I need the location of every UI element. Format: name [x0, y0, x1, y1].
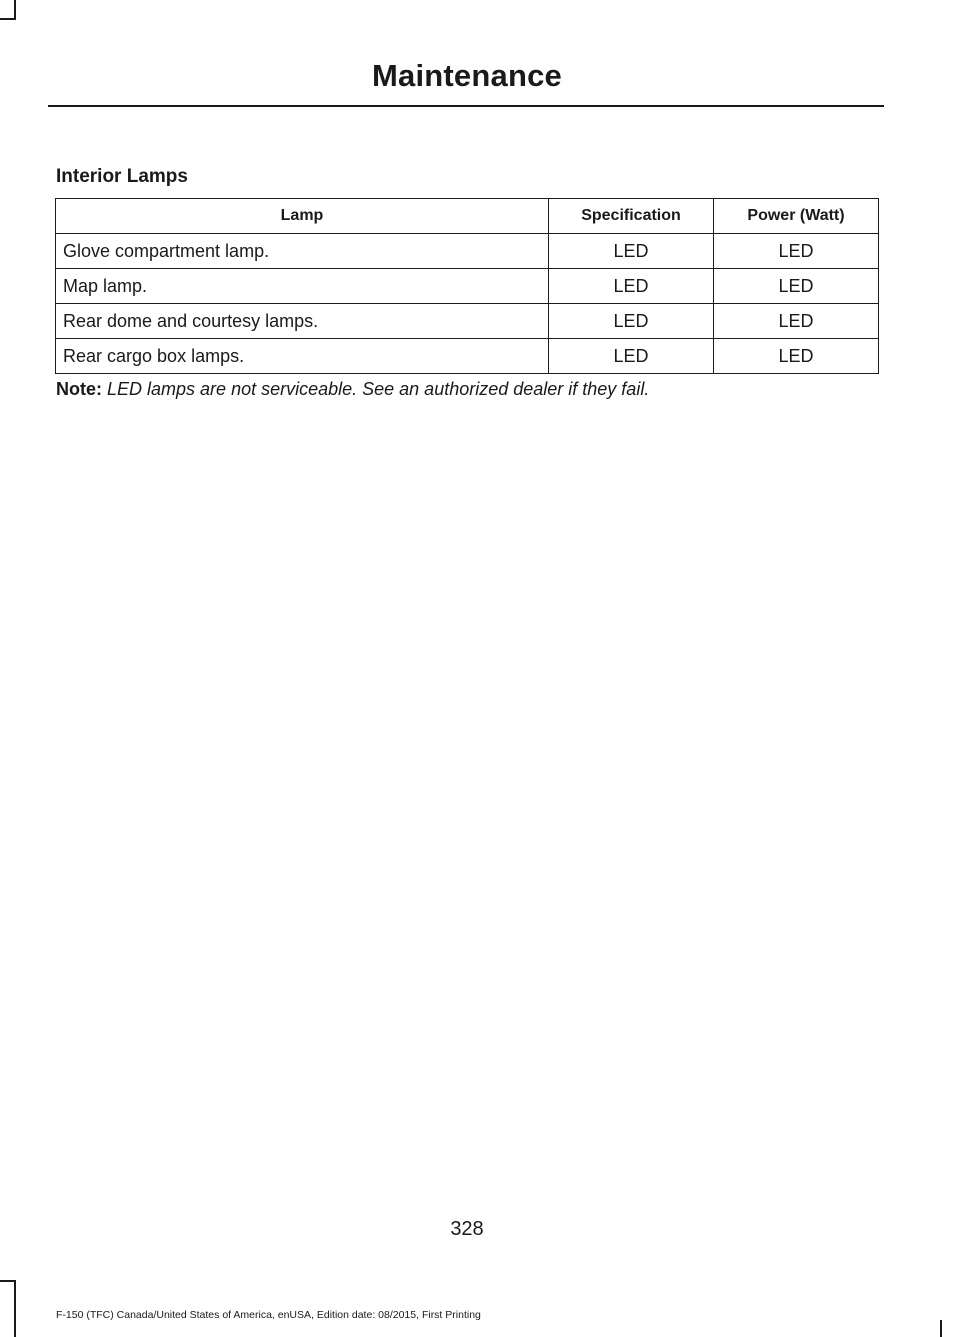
header-divider — [48, 105, 884, 107]
table-row — [56, 269, 879, 304]
footer-edition-info: F-150 (TFC) Canada/United States of America, enUSA, Edition date: 08/2015, First Printing — [56, 1309, 481, 1321]
page-title: Maintenance — [372, 58, 562, 93]
crop-mark-top-left — [0, 18, 16, 20]
page-number: 328 — [450, 1218, 484, 1240]
cell-lamp: Glove compartment lamp. — [56, 234, 549, 269]
column-header-specification: Specification — [549, 199, 714, 234]
table-row — [56, 339, 879, 374]
crop-mark-bottom-left — [0, 1280, 16, 1282]
section-heading: Interior Lamps — [56, 166, 188, 187]
table-row — [56, 304, 879, 339]
cell-power: LED — [714, 339, 879, 374]
cell-power: LED — [714, 269, 879, 304]
note-text: LED lamps are not serviceable. See an authorized dealer if they fail. — [107, 379, 650, 399]
table-header-row — [56, 199, 879, 234]
cell-lamp: Rear dome and courtesy lamps. — [56, 304, 549, 339]
cell-lamp: Rear cargo box lamps. — [56, 339, 549, 374]
cell-specification: LED — [549, 304, 714, 339]
cell-specification: LED — [549, 269, 714, 304]
column-header-power: Power (Watt) — [714, 199, 879, 234]
column-header-lamp: Lamp — [56, 199, 549, 234]
note — [56, 379, 649, 400]
cell-lamp: Map lamp. — [56, 269, 549, 304]
cell-specification: LED — [549, 234, 714, 269]
table-row — [56, 234, 879, 269]
crop-mark-bottom-left — [14, 1280, 16, 1337]
note-label: Note: — [56, 379, 102, 399]
cell-specification: LED — [549, 339, 714, 374]
crop-mark-bottom-right — [940, 1320, 942, 1337]
cell-power: LED — [714, 234, 879, 269]
interior-lamps-table — [55, 198, 879, 374]
crop-mark-top-left — [14, 0, 16, 20]
cell-power: LED — [714, 304, 879, 339]
